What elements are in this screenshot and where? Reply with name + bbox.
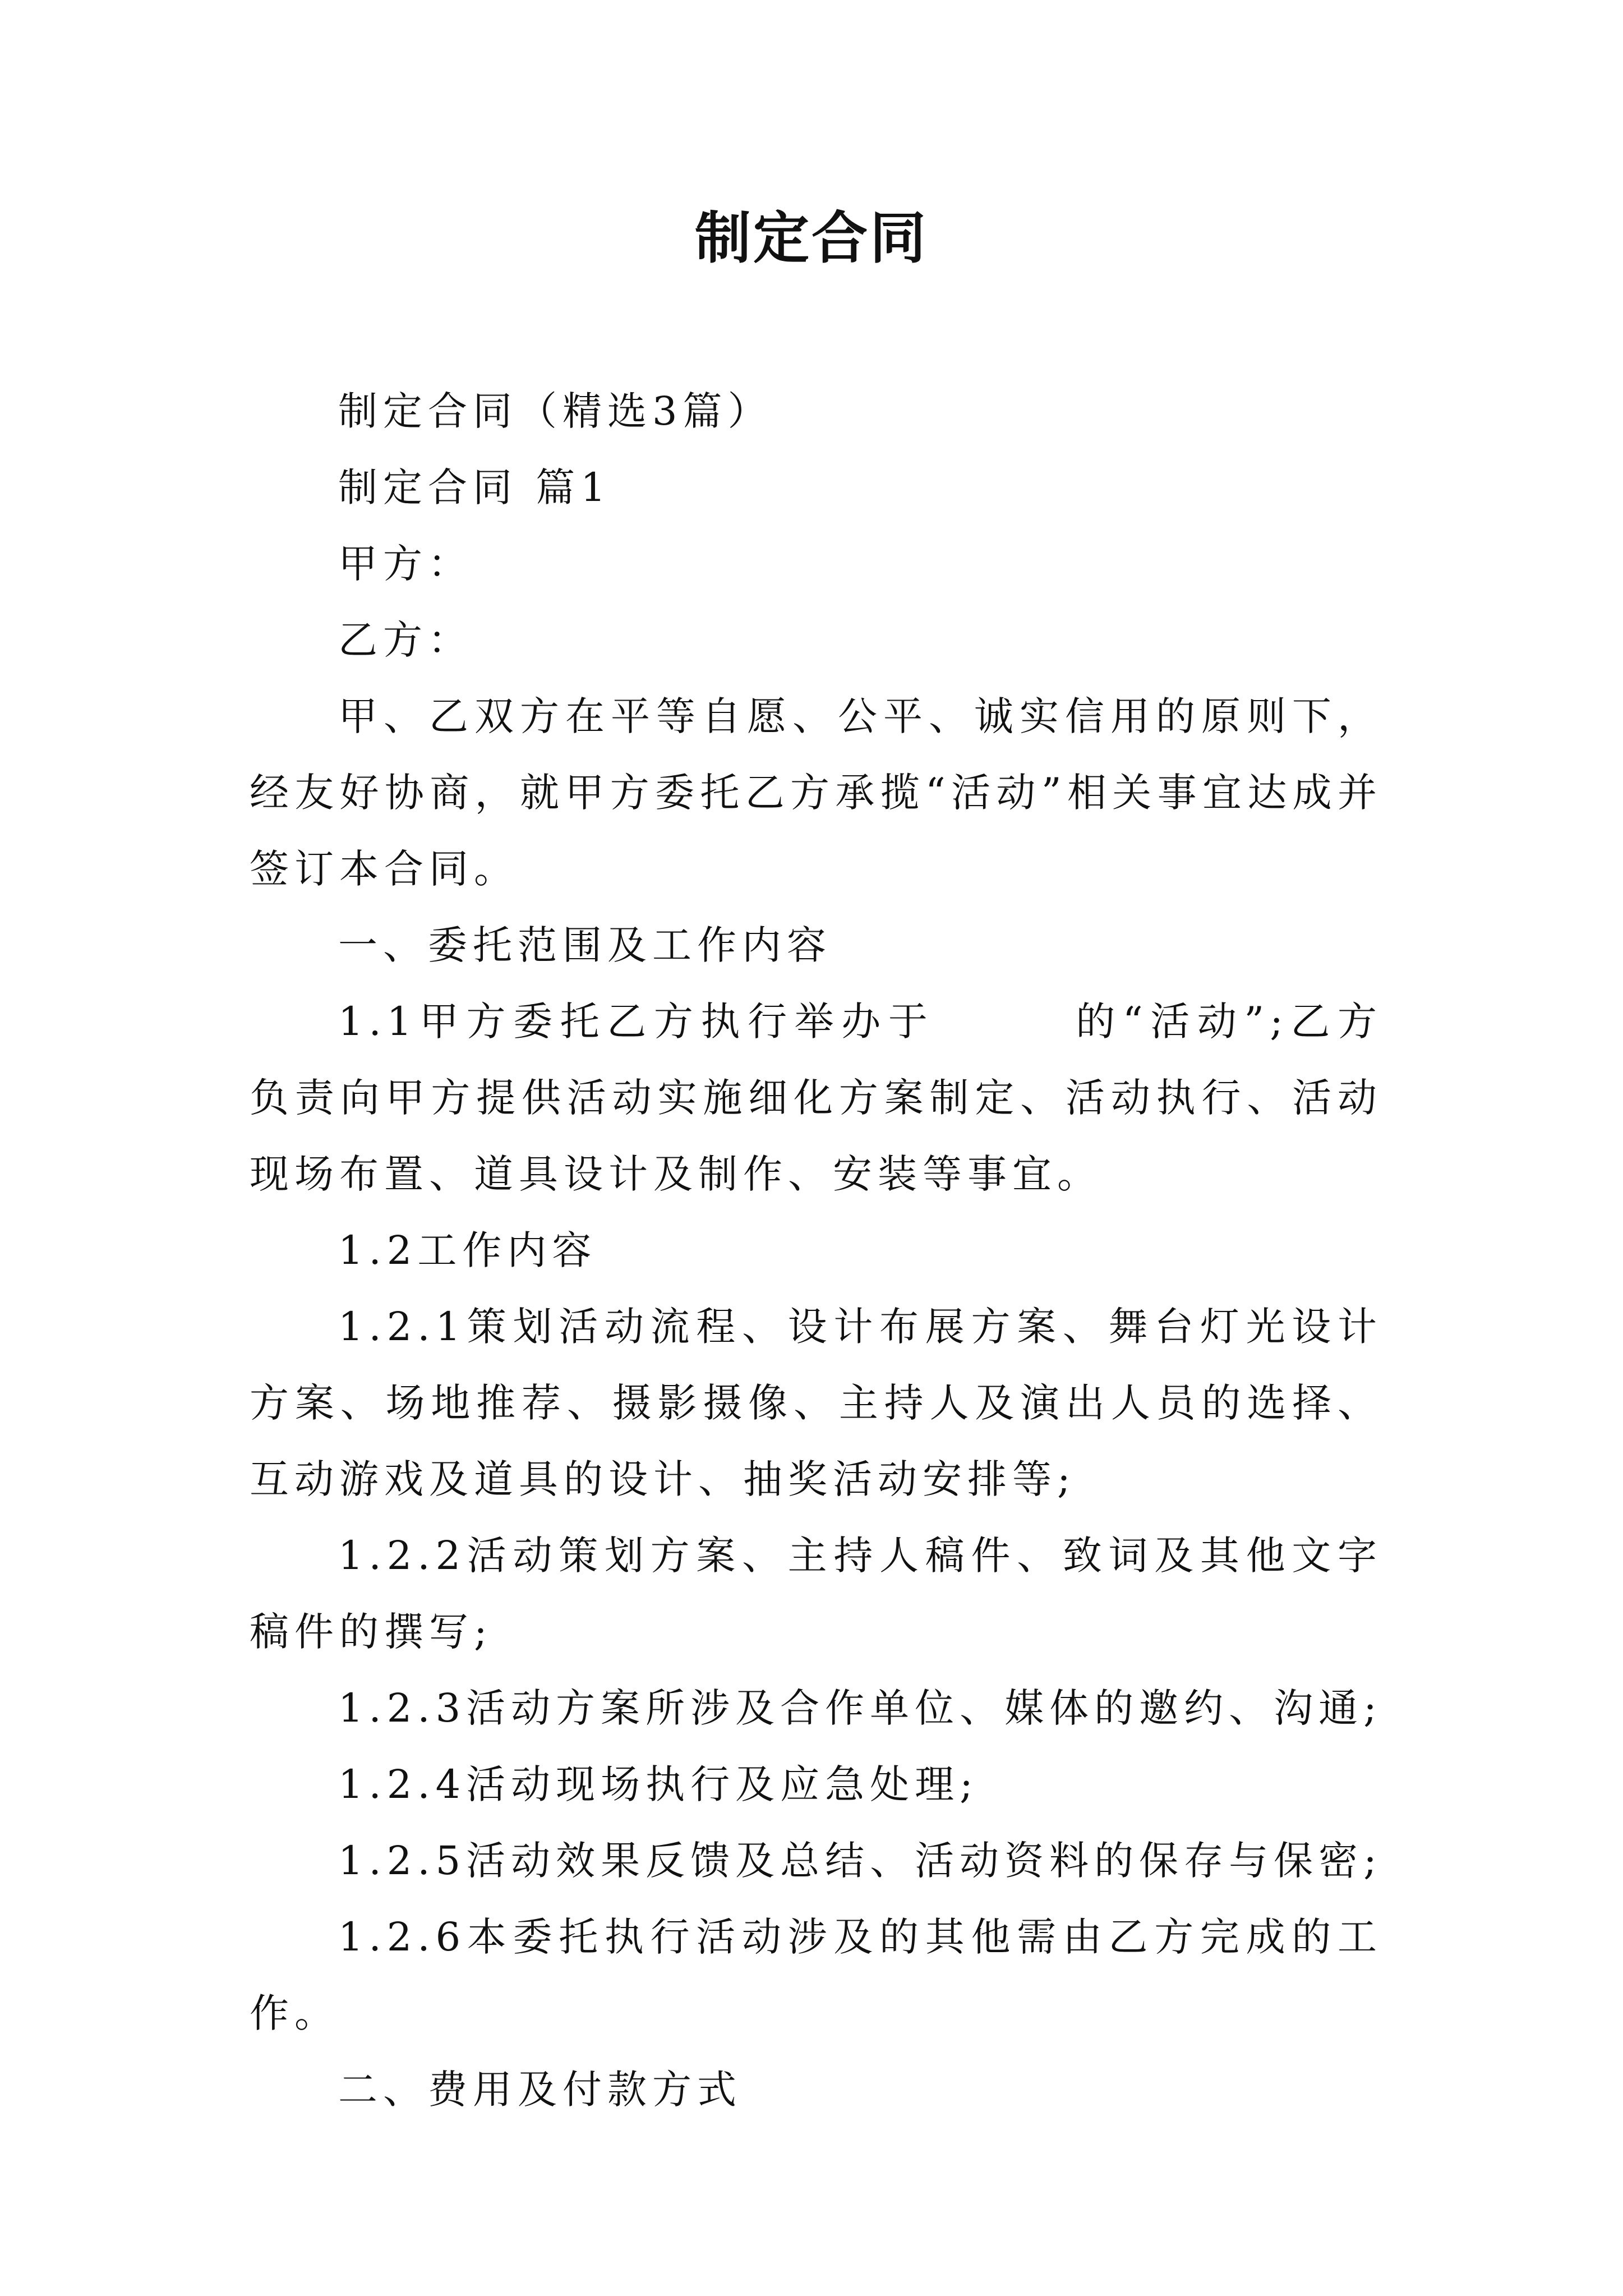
clause-paragraph: 1.2.3活动方案所涉及合作单位、媒体的邀约、沟通; <box>338 1685 1382 1731</box>
clause-paragraph: 1.2.5活动效果反馈及总结、活动资料的保存与保密; <box>338 1838 1382 1884</box>
party-b-line: 乙方： <box>338 617 473 663</box>
clause-paragraph: 1.2工作内容 <box>338 1227 597 1273</box>
clause-paragraph: 1.2.2活动策划方案、主持人稿件、致词及其他文字稿件的撰写; <box>250 1533 1382 1655</box>
clause-heading: 一、委托范围及工作内容 <box>338 922 832 968</box>
clause-heading: 二、费用及付款方式 <box>338 2067 742 2113</box>
party-a-line: 甲方： <box>338 541 473 587</box>
clause-paragraph: 1.2.4活动现场执行及应急处理; <box>338 1761 979 1807</box>
preamble-paragraph: 甲、乙双方在平等自愿、公平、诚实信用的原则下，经友好协商，就甲方委托乙方承揽“活动”相关事宜达成并签订本合同。 <box>250 693 1382 892</box>
subtitle-line: 制定合同（精选3篇） <box>338 388 773 434</box>
clause-paragraph: 1.2.1策划活动流程、设计布展方案、舞台灯光设计方案、场地推荐、摄影摄像、主持人及演出人员的选择、互动游戏及道具的设计、抽奖活动安排等; <box>250 1304 1382 1502</box>
clause-paragraph: 1.2.6本委托执行活动涉及的其他需由乙方完成的工作。 <box>250 1914 1382 2036</box>
document-title: 制定合同 <box>695 205 928 271</box>
section-heading: 制定合同 篇1 <box>338 464 611 510</box>
document-body <box>250 373 1382 2128</box>
clause-paragraph: 1.1甲方委托乙方执行举办于 的“活动”;乙方负责向甲方提供活动实施细化方案制定、活动执行、活动现场布置、道具设计及制作、安装等事宜。 <box>250 999 1382 1197</box>
